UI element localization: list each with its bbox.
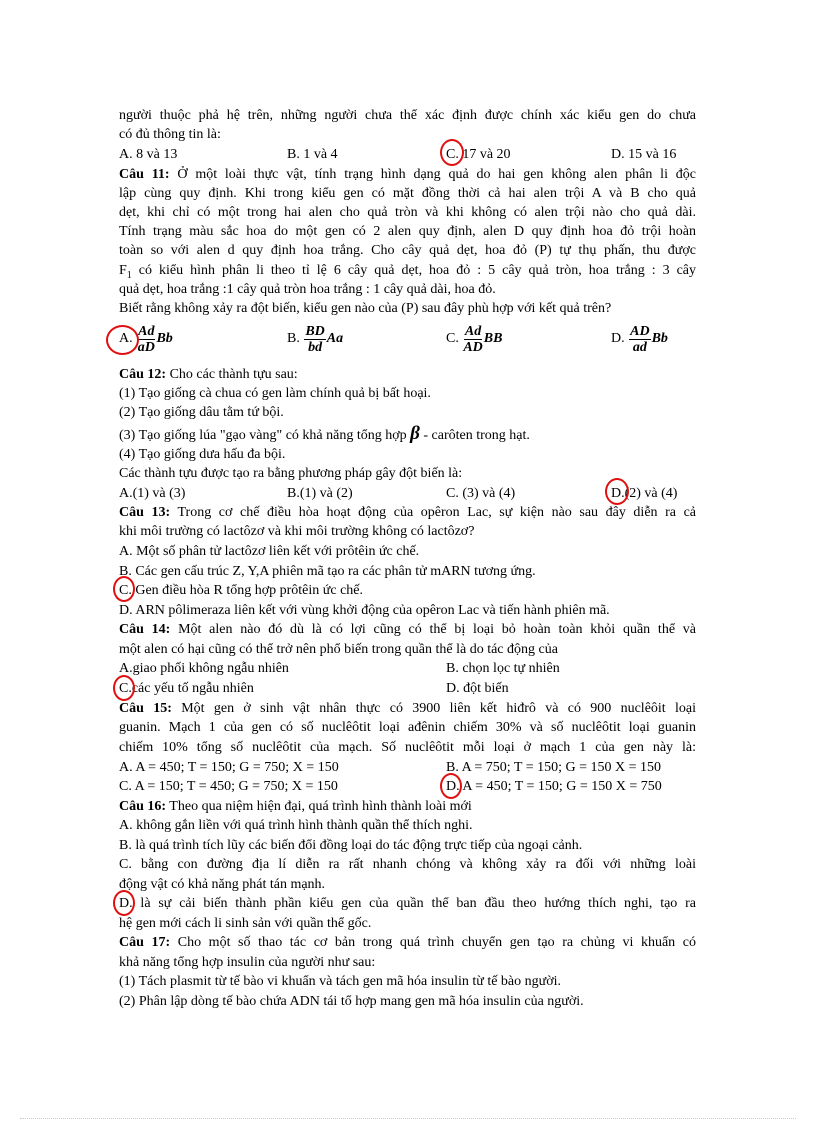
q10-option-d: D. 15 và 16 [611, 147, 677, 162]
q16-option-a: A. không gắn liền với quá trình hình thành quần thể thích nghi. [119, 818, 473, 833]
question-label: Câu 11: [119, 167, 170, 182]
question-label: Câu 16: [119, 799, 167, 814]
text-span: - carôten trong hạt. [419, 428, 530, 443]
option-letter: D. [611, 331, 625, 347]
text-line: có đủ thông tin là: [119, 127, 221, 142]
text-line: guanin. Mạch 1 của gen có số nuclêôtit loại ađênin chiếm 30% và số nuclêôtit loại guanin [119, 720, 696, 735]
text-line: (2) Tạo giống dâu tằm tứ bội. [119, 405, 284, 420]
text-line: toàn so với alen d quy định hoa trắng. Cho cây quả dẹt, hoa đỏ (P) tự thụ phấn, thu được [119, 243, 696, 258]
q12-option-a: A.(1) và (3) [119, 486, 186, 501]
fraction-denominator: AD [463, 339, 483, 355]
subscript: 1 [126, 269, 132, 281]
q11-option-b [287, 320, 343, 358]
text-span: F [119, 263, 127, 278]
q13-option-d: D. ARN pôlimeraza liên kết với vùng khởi động của opêron Lac và tiến hành phiên mã. [119, 603, 610, 618]
q10-option-b: B. 1 và 4 [287, 147, 338, 162]
text-line: Các thành tựu được tạo ra bằng phương pháp gây đột biến là: [119, 466, 463, 481]
q15-option-b: B. A = 750; T = 150; G = 150 X = 150 [446, 760, 662, 775]
genotype-suffix: Aa [326, 331, 344, 346]
q13-line [119, 503, 696, 522]
text-line: hệ gen mới cách li sinh sản với quần thể gốc. [119, 916, 372, 931]
q15-option-d: D. A = 450; T = 150; G = 150 X = 750 [446, 779, 662, 794]
fraction-numerator: BD [305, 323, 325, 339]
text-line: (1) Tạo giống cà chua có gen làm chính quả bị bất hoại. [119, 386, 431, 401]
fraction-denominator: bd [308, 339, 323, 355]
text-span: Cho các thành tựu sau: [166, 367, 298, 382]
beta-symbol: β [410, 423, 420, 444]
q12-option-c: C. (3) và (4) [446, 486, 516, 501]
q14-line [119, 620, 696, 639]
q12-line [119, 424, 530, 445]
q10-option-c: C. 17 và 20 [446, 147, 511, 162]
fraction-numerator: Ad [464, 323, 482, 339]
option-letter: B. [287, 331, 300, 347]
q13-option-c: C. Gen điều hòa R tổng hợp prôtêin ức chế. [119, 583, 363, 598]
genotype-fraction [463, 324, 482, 355]
text-line: Tính trạng màu sắc hoa do một gen có 2 alen quy định, alen D quy định hoa đỏ trội hoàn [119, 224, 696, 239]
q11-option-d [611, 320, 668, 358]
text-span: Ở một loài thực vật, tính trạng hình dạng quả do hai gen không alen phân li độc [169, 167, 696, 182]
fraction-numerator: AD [630, 323, 650, 339]
q14-option-b: B. chọn lọc tự nhiên [446, 661, 560, 676]
text-span: Cho một số thao tác cơ bản trong quá trình chuyển gen tạo ra chủng vi khuẩn có [170, 935, 696, 950]
fraction-denominator: ad [632, 339, 647, 355]
q16-option-c: C. bằng con đường địa lí diễn ra rất nhanh chóng và không xảy ra đối với những loài [119, 857, 696, 872]
q10-option-a: A. 8 và 13 [119, 147, 178, 162]
q11-line [119, 165, 696, 184]
text-line: Biết rằng không xảy ra đột biến, kiểu gen nào của (P) sau đây phù hợp với kết quả trên? [119, 301, 612, 316]
q16-line [119, 797, 472, 816]
q12-line [119, 365, 298, 384]
question-label: Câu 12: [119, 367, 167, 382]
genotype-fraction [629, 324, 650, 355]
q16-option-b: B. là quá trình tích lũy các biến đổi đồng loại do tác động trực tiếp của ngoại cảnh. [119, 838, 583, 853]
genotype-suffix: Bb [651, 331, 668, 346]
fraction-denominator: aD [137, 339, 155, 355]
genotype-suffix: BB [483, 331, 503, 346]
text-line: khả năng tổng hợp insulin của người như sau: [119, 955, 376, 970]
q12-option-b: B.(1) và (2) [287, 486, 353, 501]
q13-option-b: B. Các gen cấu trúc Z, Y,A phiên mã tạo ra các phân tử mARN tương ứng. [119, 564, 536, 579]
genotype-fraction [137, 324, 155, 355]
text-line: (1) Tách plasmit từ tế bào vi khuẩn và tách gen mã hóa insulin từ tế bào người. [119, 974, 562, 989]
genotype-fraction [304, 324, 325, 355]
q12-option-d: D.(2) và (4) [611, 486, 678, 501]
text-line: (2) Phân lập dòng tế bào chứa ADN tái tổ hợp mang gen mã hóa insulin của người. [119, 994, 584, 1009]
text-span: Trong cơ chế điều hòa hoạt động của opêron Lac, sự kiện nào sau đây diễn ra cả [170, 505, 697, 520]
q16-option-d: D. là sự cải biến thành phần kiểu gen của quần thể ban đầu theo hướng thích nghi, tạo ra [119, 896, 696, 911]
text-line: người thuộc phả hệ trên, những người chưa thể xác định được chính xác kiểu gen do chưa [119, 108, 696, 123]
q14-option-c: C.các yếu tố ngẫu nhiên [119, 681, 254, 696]
option-letter: C. [446, 331, 459, 347]
q11-option-c [446, 320, 502, 358]
question-label: Câu 15: [119, 701, 172, 716]
text-line: động vật có khả năng phát tán mạnh. [119, 877, 326, 892]
text-line: lập cùng quy định. Khi trong kiểu gen có mặt đồng thời cả hai alen trội A và B cho quả [119, 186, 696, 201]
question-label: Câu 17: [119, 935, 171, 950]
q15-line [119, 699, 696, 718]
text-line: một alen có hại cũng có thể trở nên phổ biến trong quần thể là do tác động của [119, 642, 558, 657]
question-label: Câu 13: [119, 505, 171, 520]
text-span: Theo qua niệm hiện đại, quá trình hình thành loài mới [166, 799, 472, 814]
text-line: (4) Tạo giống dưa hấu đa bội. [119, 447, 286, 462]
genotype-suffix: Bb [156, 331, 173, 346]
text-span: Một alen nào đó dù là có lợi cũng có thể bị loại bỏ hoàn toàn khỏi quần thể và [170, 622, 696, 637]
question-label: Câu 14: [119, 622, 171, 637]
text-span: (3) Tạo giống lúa "gạo vàng" có khả năng tổng hợp [119, 428, 411, 443]
q14-option-d: D. đột biến [446, 681, 509, 696]
q17-line [119, 933, 696, 952]
text-line: chiếm 10% tổng số nuclêôtit của mạch. Số nuclêôtit mỗi loại ở mạch 1 của gen này là: [119, 740, 696, 755]
page-bottom-divider [20, 1118, 796, 1119]
text-line: dẹt, khi chỉ có một trong hai alen cho quả tròn và khi không có alen trội nào cho quả dài. [119, 205, 696, 220]
text-line: quả dẹt, hoa trắng :1 cây quả tròn hoa trắng : 1 cây quả dài, hoa đỏ. [119, 282, 496, 297]
fraction-numerator: Ad [138, 323, 155, 339]
q15-option-a: A. A = 450; T = 150; G = 750; X = 150 [119, 760, 339, 775]
option-letter: A. [119, 331, 133, 347]
q13-option-a: A. Một số phân tử lactôzơ liên kết với prôtêin ức chế. [119, 544, 420, 559]
text-span: có kiểu hình phân li theo tỉ lệ 6 cây quả dẹt, hoa đỏ : 5 cây quả tròn, hoa trắng : 3 cây [131, 263, 696, 278]
q15-option-c: C. A = 150; T = 450; G = 750; X = 150 [119, 779, 338, 794]
q14-option-a: A.giao phối không ngẫu nhiên [119, 661, 289, 676]
text-span: Một gen ở sinh vật nhân thực có 3900 liên kết hiđrô và có 900 nuclêôit loại [171, 701, 697, 716]
q11-option-a [119, 320, 173, 358]
text-line: khi môi trường có lactôzơ và khi môi trường không có lactôzơ? [119, 524, 475, 539]
